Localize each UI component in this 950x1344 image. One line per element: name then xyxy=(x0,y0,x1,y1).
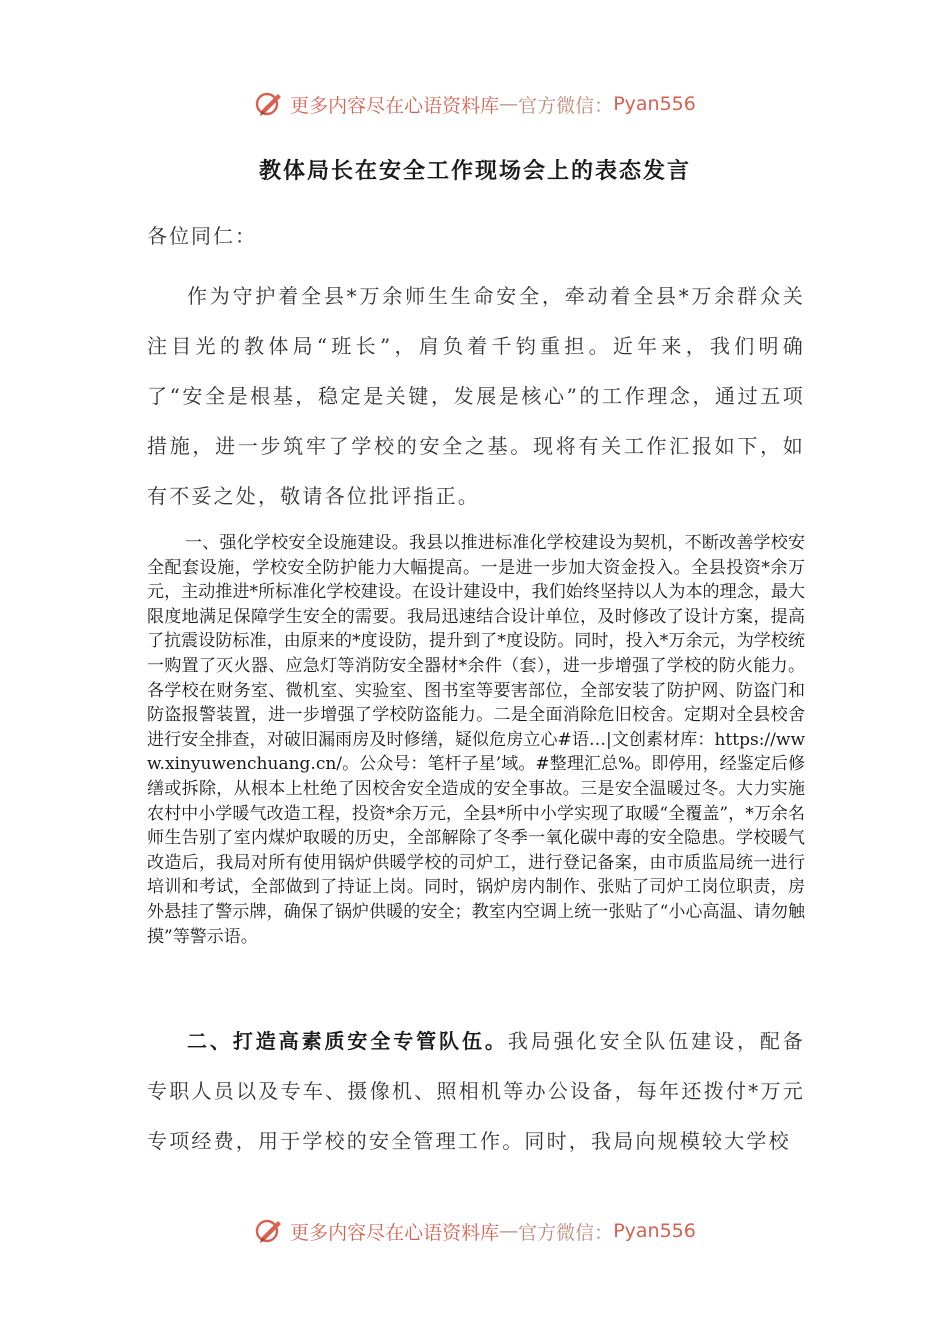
paragraph-intro: 作为守护着全县*万余师生生命安全，牵动着全县*万余群众关注目光的教体局“班长”，肩负着千钧重担。近年来，我们明确了“安全是根基，稳定是关键，发展是核心”的工作理念，通过五项措施，进一步筑牢了学校的安全之基。现将有关工作汇报如下，如有不妥之处，敬请各位批评指正。 xyxy=(147,284,805,508)
pen-logo-icon xyxy=(254,1216,284,1246)
section-two-heading: 二、打造高素质安全专管队伍。 xyxy=(187,1029,508,1053)
banner-dash: — xyxy=(499,93,519,115)
banner-wechat-label: 官方微信： xyxy=(518,94,614,117)
banner-brand-text: 更多内容尽在心语资料库 xyxy=(290,94,500,117)
header-banner xyxy=(0,84,950,124)
section-two-body: 我局强化安全队伍建设，配备专职人员以及专车、摄像机、照相机等办公设备，每年还拨付*万元专项经费，用于学校的安全管理工作。同时，我局向规模较大学校 xyxy=(147,1029,805,1153)
banner-wechat-id: Pyan556 xyxy=(613,93,696,115)
paragraph-section-two xyxy=(147,1016,805,1166)
greeting: 各位同仁： xyxy=(147,224,257,248)
document-title: 教体局长在安全工作现场会上的表态发言 xyxy=(258,158,691,184)
banner-wechat-label: 官方微信： xyxy=(518,1221,614,1244)
paragraph-section-one: 一、强化学校安全设施建设。我县以推进标准化学校建设为契机，不断改善学校安全配套设施，学校安全防护能力大幅提高。一是进一步加大资金投入。全县投资*余万元，主动推进*所标准化学校建设。在设计建设中，我们始终坚持以人为本的理念，最大限度地满足保障学生安全的需要。我局迅速结合设计单位，及时修改了设计方案，提高了抗震设防标准，由原来的*度设防，提升到了*度设防。同时，投入*万余元，为学校统一购置了灭火器、应急灯等消防安全器材*余件（套），进一步增强了学校的防火能力。各学校在财务室、微机室、实验室、图书室等要害部位，全部安装了防护网、防盗门和防盗报警装置，进一步增强了学校防盗能力。二是全面消除危旧校舍。定期对全县校舍进行安全排查，对破旧漏雨房及时修缮，疑似危房立心#语…|文创素材库：https://www.xinyuwenchuang.cn/。公众号：笔杆子星’域。#整理汇总%。即停用，经鉴定后修缮或拆除，从根本上杜绝了因校舍安全造成的安全事故。三是安全温暖过冬。大力实施农村中小学暖气改造工程，投资*余万元，全县*所中小学实现了取暖“全覆盖”，*万余名师生告别了室内煤炉取暖的历史，全部解除了冬季一氧化碳中毒的安全隐患。学校暖气改造后，我局对所有使用锅炉供暖学校的司炉工，进行登记备案，由市质监局统一进行培训和考试，全部做到了持证上岗。同时，锅炉房内制作、张贴了司炉工岗位职责，房外悬挂了警示牌，确保了锅炉供暖的安全；教室内空调上统一张贴了“小心高温、请勿触摸”等警示语。 xyxy=(147,533,805,947)
footer-banner xyxy=(0,1211,950,1251)
pen-logo-icon xyxy=(254,89,284,119)
banner-wechat-id: Pyan556 xyxy=(613,1220,696,1242)
banner-brand-text: 更多内容尽在心语资料库 xyxy=(290,1221,500,1244)
banner-dash: — xyxy=(499,1220,519,1242)
